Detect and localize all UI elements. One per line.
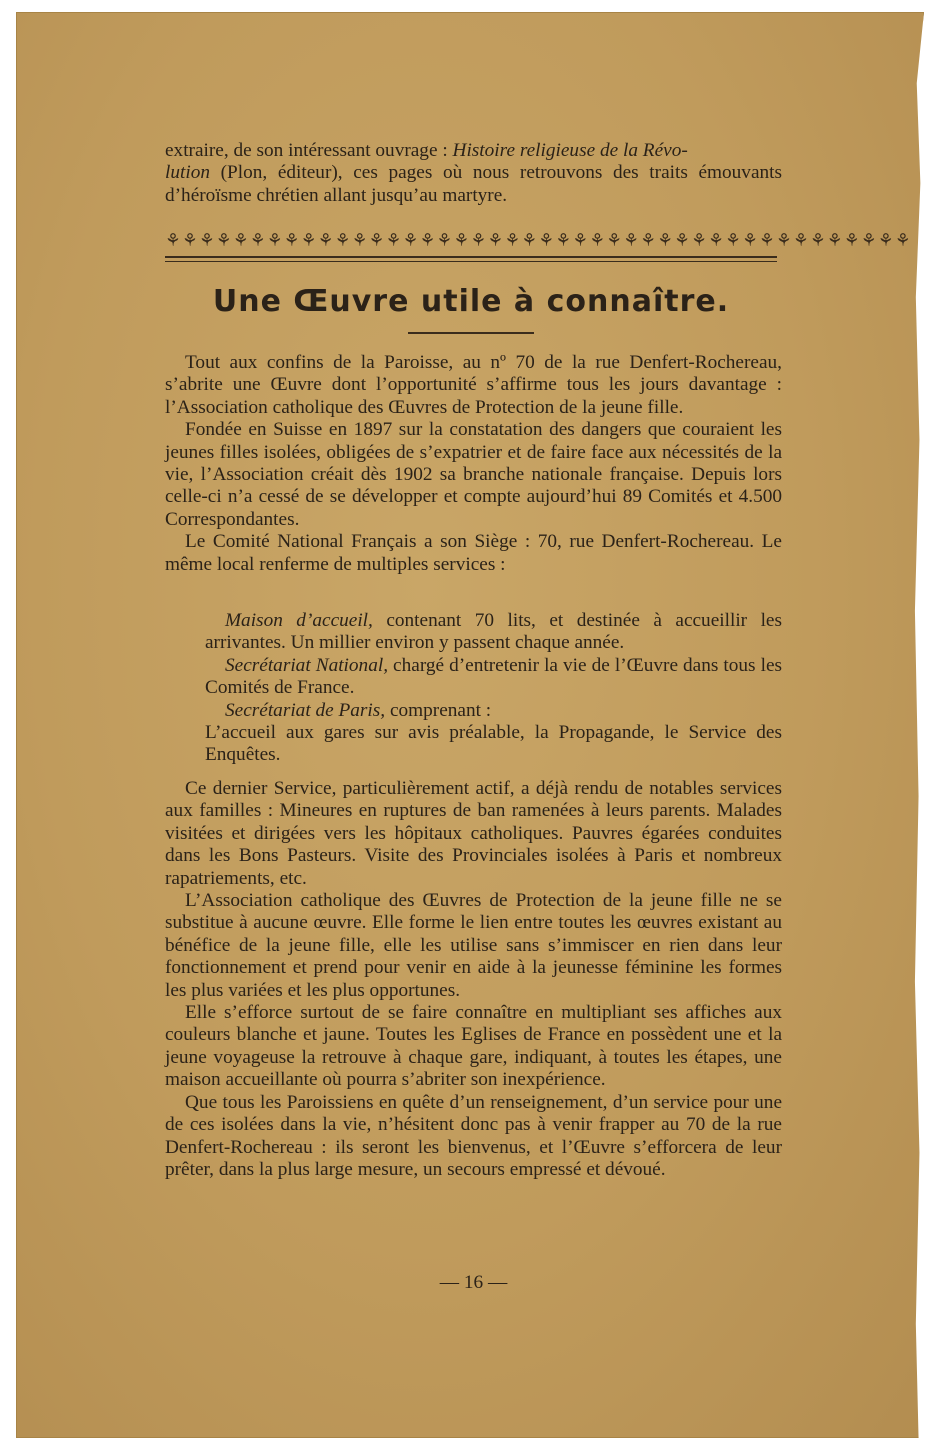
service-1-name: Maison d’accueil, (225, 610, 373, 631)
paragraph-1: Tout aux confins de la Paroisse, au nº 70 de la rue Denfert-Rochereau, s’abrite une Œuvre dont l’opportunité s’affirme tous les jours davantage : l’Association catholique des Œuvres de Protection de la jeune fille. (165, 352, 782, 418)
paragraph-4: Ce dernier Service, particulièrement actif, a déjà rendu de notables services aux familles : Mineures en ruptures de ban ramenées à leurs parents. Malades visitées et dirigées vers les hôpitaux catholiques. Pauvres égarées conduites dans les Bons Pasteurs. Visite des Provinciales isolées à Paris et nombreux rapatriements, etc. (165, 778, 782, 889)
intro-text-after: (Plon, éditeur), ces pages où nous retrouvons des traits émouvants d’héroïsme chrétien allant jusqu’au martyre. (165, 162, 782, 206)
intro-paragraph (165, 140, 782, 207)
service-2-text: chargé d’entretenir la vie de l’Œuvre dans tous les Comités de France. (205, 654, 783, 699)
heading-underline (408, 332, 534, 334)
section-heading: Une Œuvre utile à connaître. (212, 284, 730, 319)
intro-text-before: extraire, de son intéressant ouvrage : (165, 140, 453, 161)
paragraph-5: L’Association catholique des Œuvres de Protection de la jeune fille ne se substitue à aucune œuvre. Elle forme le lien entre toutes les œuvres existant au bénéfice de la jeune fille, elle les utilise sans s’immiscer en rien dans leur fonctionnement et prend pour venir en aide à la jeunesse féminine les formes les plus variées et les plus opportunes. (165, 890, 782, 1001)
intro-book-title-2: lution (165, 162, 210, 184)
divider-thin (165, 261, 777, 262)
service-item-1 (205, 610, 782, 655)
services-list (205, 610, 782, 767)
service-3-text: comprenant : (385, 699, 492, 721)
service-2-name: Secrétariat National, (225, 654, 389, 676)
paragraph-6: Elle s’efforce surtout de se faire connaître en multipliant ses affiches aux couleurs blanche et jaune. Toutes les Eglises de France en possèdent une et la jeune voyageuse la retrouve à chaque gare, indiquant, à toutes les étapes, une maison accueillante où pourra s’abriter son inexpérience. (165, 1002, 782, 1091)
paragraph-7: Que tous les Paroissiens en quête d’un renseignement, d’un service pour une de ces isolées dans la vie, n’hésitent donc pas à venir frapper au 70 de la rue Denfert-Rochereau : ils seront les bienvenus, et l’Œuvre s’efforcera de leur prêter, dans la plus large mesure, un secours empressé et dévoué. (165, 1091, 782, 1180)
intro-book-title: Histoire religieuse de la Révo- (452, 140, 688, 161)
service-item-3 (205, 700, 782, 722)
divider-thick (165, 256, 777, 258)
paragraph-3: Le Comité National Français a son Siège : 70, rue Denfert-Rochereau. Le même local renferme de multiples services : (165, 531, 782, 575)
article-body-bottom (165, 778, 782, 1181)
service-item-2 (205, 655, 782, 700)
page-number: — 16 — (439, 1272, 508, 1293)
paragraph-2: Fondée en Suisse en 1897 sur la constatation des dangers que couraient les jeunes filles isolées, obligées de s’expatrier et de faire face aux nécessités de la vie, l’Association créait dès 1902 sa branche nationale française. Depuis lors celle-ci n’a cessé de se développer et compte aujourd’hui 89 Comités et 4.500 Correspondantes. (165, 419, 782, 530)
service-3-name: Secrétariat de Paris, (225, 699, 386, 721)
ornament-border: ⚘⚘⚘⚘⚘⚘⚘⚘⚘⚘⚘⚘⚘⚘⚘⚘⚘⚘⚘⚘⚘⚘⚘⚘⚘⚘⚘⚘⚘⚘⚘⚘⚘⚘⚘⚘⚘⚘⚘⚘⚘⚘⚘⚘ (165, 231, 912, 251)
article-body-top (165, 352, 782, 576)
service-3-detail: L’accueil aux gares sur avis préalable, la Propagande, le Service des Enquêtes. (205, 722, 782, 766)
service-1-text: contenant 70 lits, et destinée à accueillir les arrivantes. Un millier environ y passent chaque année. (205, 610, 782, 654)
